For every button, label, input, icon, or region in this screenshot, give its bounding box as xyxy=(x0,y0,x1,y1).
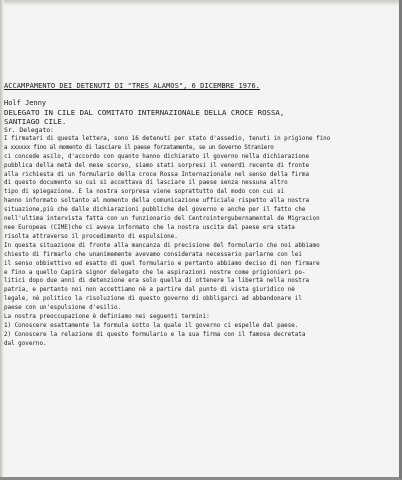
page-shadow-top xyxy=(0,0,402,6)
body-line: nee Europeas (CIME)che ci aveva informato che la nostra uscita dal paese era stata xyxy=(4,224,295,231)
body-line: chiesto di firmarlo che unanimemente avevamo considerata necessario parlarne con lei xyxy=(4,251,302,258)
body-line: alla richiesta di un formulario della croce Rossa Internazionale nel senso della firma xyxy=(4,171,309,178)
body-line: La nostra preoccupazione è definiamo nei seguenti termini: xyxy=(4,314,210,321)
body-line: 2) Conoscere la relazione di questo formulario e la sua firma con il famosa decretata xyxy=(4,331,306,338)
body-line: dal governo. xyxy=(4,340,47,347)
body-line: litici dopo due anni di detenzione era solo quella di ottenere la libertà nella nostra xyxy=(4,278,309,285)
letter-body xyxy=(4,82,397,349)
body-line: tipo di spiegazione. E la nostra sorpresa viene soprattutto dal modo con cui si xyxy=(4,189,285,196)
body-line: I firmatari di questa lettera, sono 16 detenuti per stato d'assedio, tenuti in prigione fino xyxy=(4,135,331,142)
body-line: situazione,più che dalle dichiarazioni pubbliche del governo e anche per il fatto che xyxy=(4,207,306,214)
body-line: hanno informato soltanto al momento della comunicazione ufficiale rispetto alla nostra xyxy=(4,198,309,205)
document-heading xyxy=(4,82,397,91)
body-line: pubblica della metà del mese scorso, siamo stati sorpresi il venerdì recente di fronte xyxy=(4,162,309,169)
body-line: risolta attraverso il procedimento di espulsione. xyxy=(4,233,178,240)
body-line: a xxxxxx fino al momento di lasciare il paese forzatamente, se un Governo Straniero xyxy=(4,144,274,151)
heading-text: ACCAMPAMENTO DEI DETENUTI DI "TRES ALAMOS", 6 DICEMBRE 1976. xyxy=(4,82,260,90)
body-line: nell'ultima intervista fatta con un funzionario del Centrointergubernamental de Migracion xyxy=(4,216,320,223)
body-line: legale, nè politico la risoluzione di questo governo di obbligarci ad abbandonare il xyxy=(4,296,302,303)
salutation: Sr. Delegato: xyxy=(4,126,55,134)
body-line: il senso obbiettivo ed esatto di quel formulario e pertanto abbiamo deciso di non firmare xyxy=(4,260,320,267)
organization-line: DELEGATO IN CILE DAL COMITATO INTERNAZIONALE DELLA CROCE ROSSA, xyxy=(4,108,285,117)
body-line: e fino a quello Capirà signor delegato che le aspirazioni nostre come prigionieri po- xyxy=(4,269,306,276)
body-line: In questa situazione di fronte alla mancanza di precisione del formulario che noi abbiamo xyxy=(4,242,320,249)
organization-line: SANTIAGO CILE. xyxy=(4,117,67,126)
body-line: paese con un'espulsione d'esilio. xyxy=(4,305,122,312)
body-line: di questo documento su cui si accettava di lasciare il paese senza nessuna altro xyxy=(4,180,288,187)
body-line: ci concede asilo, d'accordo con quanto hanno dichiarato il governo nella dichiarazione xyxy=(4,153,309,160)
body-line: patria, e pertanto noi non accettiamo nè a partire dal punto di vista giuridico nè xyxy=(4,287,295,294)
addressee-name: Holf Jenny xyxy=(4,99,47,107)
body-line: 1) Conoscere esattamente la formula sotto la quale il governo ci espelle dal paese. xyxy=(4,322,299,329)
